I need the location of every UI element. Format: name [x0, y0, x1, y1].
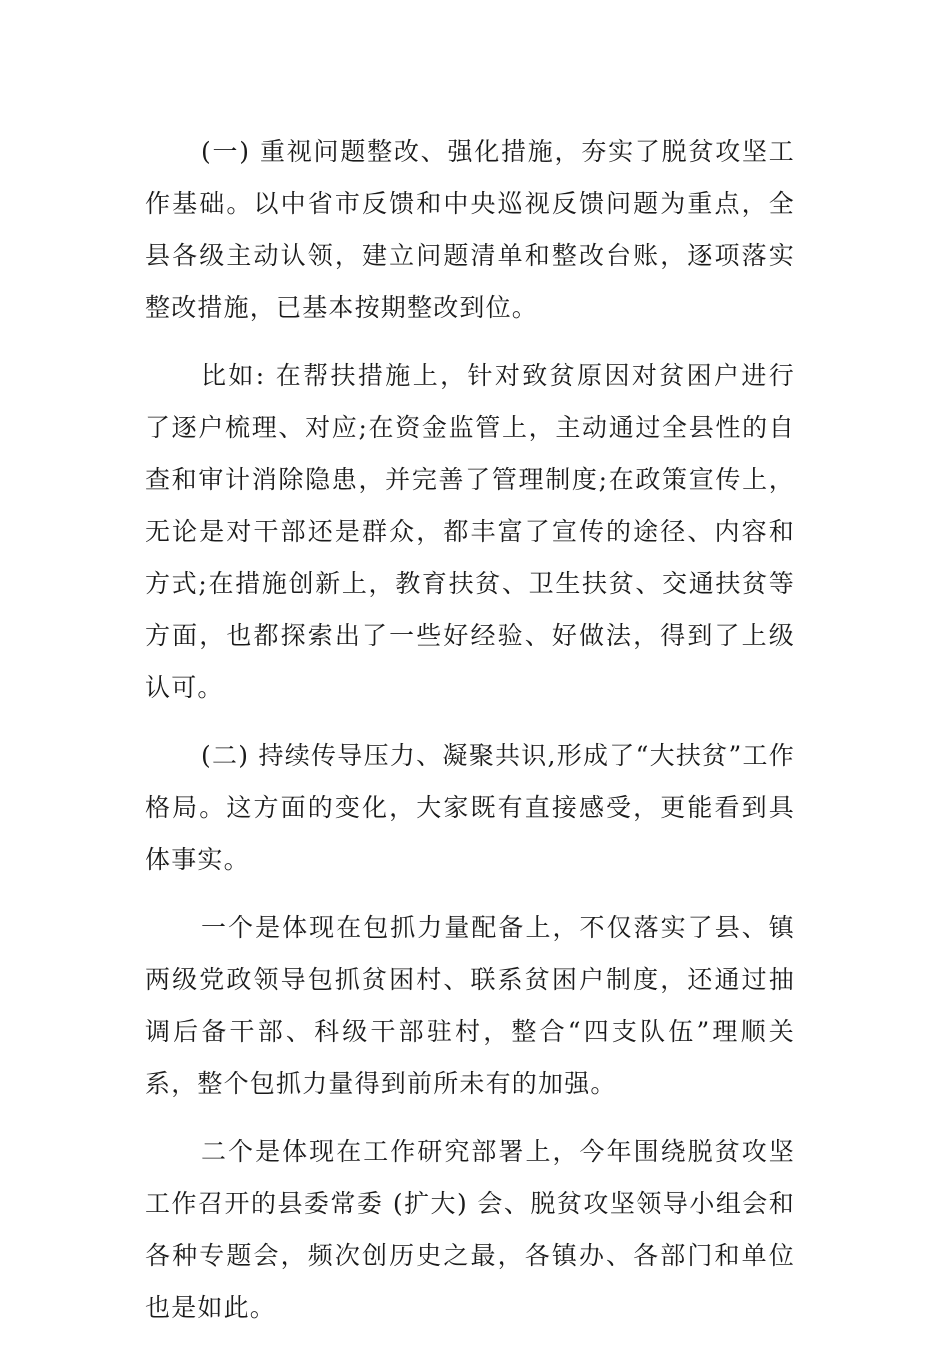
paragraph-examples: 比如: 在帮扶措施上，针对致贫原因对贫困户进行了逐户梳理、对应;在资金监管上，主动通过全县性的自查和审计消除隐患，并完善了管理制度;在政策宣传上，无论是对干部还是群众，都丰富了宣传的途径、内容和方式;在措施创新上，教育扶贫、卫生扶贫、交通扶贫等方面，也都探索出了一些好经验、好做法，得到了上级认可。 — [145, 361, 795, 702]
paragraph-pressure-consensus: (二) 持续传导压力、凝聚共识,形成了“大扶贫”工作格局。这方面的变化，大家既有直接感受，更能看到具体事实。 — [145, 741, 795, 874]
paragraph-rectification: (一) 重视问题整改、强化措施，夯实了脱贫攻坚工作基础。以中省市反馈和中央巡视反馈问题为重点，全县各级主动认领，建立问题清单和整改台账，逐项落实整改措施，已基本按期整改到位。 — [145, 137, 795, 322]
paragraph-staffing: 一个是体现在包抓力量配备上，不仅落实了县、镇两级党政领导包抓贫困村、联系贫困户制度，还通过抽调后备干部、科级干部驻村，整合“四支队伍”理顺关系，整个包抓力量得到前所未有的加强。 — [145, 913, 795, 1098]
paragraph-meetings: 二个是体现在工作研究部署上，今年围绕脱贫攻坚工作召开的县委常委 (扩大) 会、脱贫攻坚领导小组会和各种专题会，频次创历史之最，各镇办、各部门和单位也是如此。 — [145, 1137, 795, 1322]
document-body — [145, 126, 795, 1350]
